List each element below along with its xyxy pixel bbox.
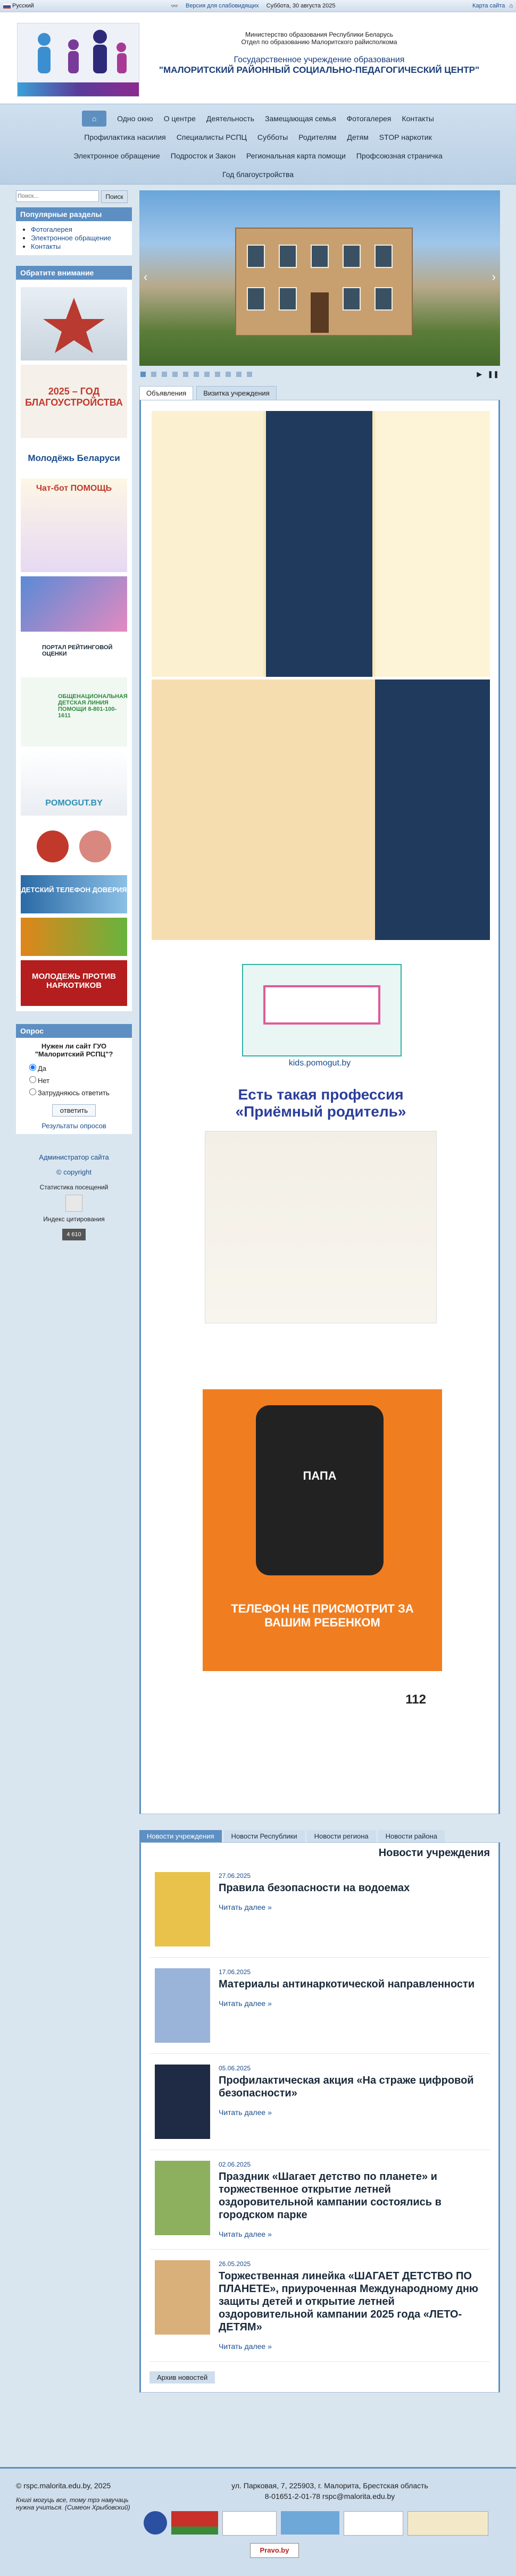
nav-item-row1-5[interactable]: Контакты [402,114,434,123]
footer-quote: Книгі могуць все, тому трэ навучаць нужна учиться. (Симеон Хрыбовский) [16,2496,130,2511]
slider-dot[interactable] [140,372,146,377]
popular-item-gallery[interactable]: Фотогалерея [31,225,72,233]
slider-dots [139,366,500,383]
hands-icon [21,820,127,871]
family-logo-icon [18,23,139,82]
news-thumbnail[interactable] [155,2260,210,2335]
popular-item-appeal[interactable]: Электронное обращение [31,234,111,242]
year-banner[interactable]: 2025 – ГОД БЛАГОУСТРОЙСТВА [21,365,127,438]
attention-banners [16,280,132,1011]
news-thumbnail[interactable] [155,1872,210,1946]
poll-title: Опрос [16,1024,132,1038]
tab-republic-news[interactable]: Новости Республики [224,1830,305,1842]
org-name: "МАЛОРИТСКИЙ РАЙОННЫЙ СОЦИАЛЬНО-ПЕДАГОГИЧЕСКИЙ ЦЕНТР" [159,65,480,75]
news-date: 05.06.2025 [219,2065,251,2072]
admin-link[interactable]: Администратор сайта [39,1153,109,1161]
slider-dot[interactable] [183,372,188,377]
emblem-icon[interactable] [144,2511,167,2535]
slider-dot[interactable] [226,372,231,377]
tab-institution-news[interactable]: Новости учреждения [139,1830,222,1842]
poll-submit-button[interactable]: ответить [52,1104,96,1117]
pomogut-banner[interactable]: POMOGUT.BY [21,751,127,816]
popular-sections [16,221,132,255]
language-label[interactable]: Русский [12,3,34,9]
tab-district-news[interactable]: Новости района [378,1830,445,1842]
news-date: 27.06.2025 [219,1872,251,1879]
anti-drug-banner[interactable]: МОЛОДЕЖЬ ПРОТИВ НАРКОТИКОВ [21,960,127,1006]
slider-dot[interactable] [215,372,220,377]
news-read-more-link[interactable]: Читать далее » [219,2342,272,2351]
nav-item-row1-1[interactable]: О центре [163,114,196,123]
slider-dot[interactable] [194,372,199,377]
news-item [149,2250,490,2362]
news-read-more-link[interactable]: Читать далее » [219,1999,272,2008]
search-button[interactable]: Поиск [101,190,128,203]
news-thumbnail[interactable] [155,1968,210,2043]
slider-next-icon[interactable]: › [492,270,496,283]
main-content [139,190,500,2393]
current-date: Суббота, 30 августа 2025 [266,2,336,9]
emergency-number: 112 [405,1692,426,1707]
flag-banner[interactable] [171,2511,218,2535]
ministry-banner[interactable] [281,2511,339,2535]
popular-sections-title: Популярные разделы [16,207,132,221]
news-item [149,2054,490,2150]
nav-item-row2-5[interactable]: STOP наркотик [379,133,432,141]
gov-portal-banner[interactable] [344,2511,403,2536]
news-read-more-link[interactable]: Читать далее » [219,1903,272,1911]
news-panel [139,1842,500,2393]
chatbot-banner[interactable]: Чат-бот ПОМОЩЬ [21,479,127,572]
news-item [149,1958,490,2054]
regional-map-poster-2[interactable] [152,679,490,940]
helpline-banner[interactable]: ОБЩЕНАЦИОНАЛЬНАЯ ДЕТСКАЯ ЛИНИЯ ПОМОЩИ 8-801-100-1611 [21,677,127,746]
memorial-banner[interactable] [21,287,127,360]
header [0,12,516,104]
nav-item-row1-0[interactable]: Одно окно [117,114,153,123]
news-item [149,1861,490,1958]
nav-item-row1-3[interactable]: Замещающая семья [265,114,336,123]
hands-banner[interactable] [21,820,127,871]
news-date: 02.06.2025 [219,2161,251,2168]
home-icon[interactable]: ⌂ [509,3,513,9]
slider-dot[interactable] [236,372,242,377]
department-line: Отдел по образованию Малоритского райисполкома [241,38,397,46]
foster-title-2: «Приёмный родитель» [235,1103,406,1120]
stats-counter-icon[interactable] [65,1195,82,1212]
index-label: Индекс цитирования [43,1215,105,1223]
pause-icon[interactable]: ❚❚ [487,370,499,378]
slider-dot[interactable] [151,372,156,377]
phone-safety-poster[interactable] [203,1389,442,1719]
regional-map-poster[interactable] [152,411,490,677]
poll-radio-yes[interactable] [29,1064,36,1071]
pomogut-poster[interactable] [242,964,402,1056]
footer [0,2467,516,2576]
phone-poster-slogan: ТЕЛЕФОН НЕ ПРИСМОТРИТ ЗА ВАШИМ РЕБЕНКОМ [231,1602,414,1629]
poll-question: Нужен ли сайт ГУО "Малоритский РСПЦ"? [35,1042,113,1058]
ministry-line: Министерство образования Республики Беларусь [245,31,393,38]
news-read-more-link[interactable]: Читать далее » [219,2108,272,2117]
poll-radio-unsure[interactable] [29,1088,36,1095]
pravo-counter[interactable]: Pravo.by [250,2543,299,2558]
nav-item-row2-4[interactable]: Детям [347,133,369,141]
sitemap-link[interactable]: Карта сайта [472,3,505,9]
search-input[interactable] [16,190,99,202]
footer-address: ул. Парковая, 7, 225903, г. Малорита, Брестская область [231,2481,428,2490]
news-title[interactable]: Правила безопасности на водоемах [219,1882,410,1894]
trust-phone-banner[interactable]: ДЕТСКИЙ ТЕЛЕФОН ДОВЕРИЯ [21,875,127,913]
news-title[interactable]: Торжественная линейка «ШАГАЕТ ДЕТСТВО ПО ПЛАНЕТЕ», приуроченная Международному дню защиты детей и открытие летней оздоровительной кампании 2025 года «ЛЕТО-ДЕТЯМ» [219,2270,478,2333]
main-navigation [0,104,516,184]
president-banner[interactable] [222,2511,277,2536]
pomogut-link[interactable]: kids.pomogut.by [288,1059,351,1068]
poll-option-no[interactable] [27,1077,49,1085]
youth-banner[interactable]: Молодёжь Беларуси [21,442,127,474]
nav-item-row4-0[interactable]: Год благоустройства [222,170,294,179]
photo-slider[interactable] [139,190,500,366]
org-type: Государственное учреждение образования [234,55,405,64]
search-form [16,190,132,203]
poll-option-unsure[interactable] [27,1089,110,1097]
region-banner[interactable] [407,2511,488,2536]
sidebar [16,190,132,1241]
building-photo [235,228,413,336]
tab-region-news[interactable]: Новости региона [307,1830,376,1842]
stats-label: Статистика посещений [39,1184,109,1191]
nav-item-row2-3[interactable]: Родителям [298,133,337,141]
rating-portal-banner[interactable]: ПОРТАЛ РЕЙТИНГОВОЙ ОЦЕНКИ [21,636,127,673]
news-date: 17.06.2025 [219,1968,251,1976]
poll-option-no-label: Нет [38,1077,50,1085]
footer-contacts: 8-01651-2-01-78 rspc@malorita.edu.by [264,2492,395,2501]
footer-banners [144,2511,488,2536]
nav-item-row1-2[interactable]: Деятельность [206,114,254,123]
poll-option-unsure-label: Затрудняюсь ответить [38,1089,110,1097]
slider-dot[interactable] [247,372,252,377]
foster-title-1: Есть такая профессия [238,1086,404,1103]
news-archive-button[interactable]: Архив новостей [149,2371,215,2384]
children-banner[interactable] [21,576,127,632]
poll-radio-no[interactable] [29,1076,36,1083]
flag-icon [3,4,11,9]
slider-prev-icon[interactable]: ‹ [144,270,148,283]
home-button[interactable]: ⌂ [82,111,106,127]
nav-item-row3-2[interactable]: Региональная карта помощи [246,152,346,160]
play-icon[interactable]: ▶ [477,370,482,378]
poll-option-yes[interactable] [27,1064,46,1072]
copyright-link[interactable]: © copyright [56,1168,91,1176]
phone-papa-label: ПАПА [303,1469,337,1482]
news-thumbnail[interactable] [155,2065,210,2139]
news-read-more-link[interactable]: Читать далее » [219,2230,272,2238]
kids-pomogut-icon [243,965,401,1055]
slider-dot[interactable] [204,372,210,377]
tab-announcements[interactable]: Объявления [139,386,193,400]
nav-item-row3-1[interactable]: Подросток и Закон [170,152,236,160]
index-counter[interactable]: 4 610 [62,1229,86,1240]
nav-item-row2-2[interactable]: Субботы [257,133,288,141]
poll-option-yes-label: Да [38,1064,47,1072]
nav-item-row3-3[interactable]: Профсоюзная страничка [356,152,443,160]
nav-item-row2-1[interactable]: Специалисты РСПЦ [176,133,247,141]
news-thumbnail[interactable] [155,2161,210,2235]
nav-item-row2-0[interactable]: Профилактика насилия [84,133,166,141]
foster-parent-poster[interactable] [189,1086,453,1352]
poll-box [16,1038,132,1134]
popular-item-contacts[interactable]: Контакты [31,242,61,250]
site-logo[interactable] [17,23,139,97]
nav-item-row3-0[interactable]: Электронное обращение [73,152,160,160]
news-title[interactable]: Праздник «Шагает детство по планете» и торжественное открытие летней оздоровительной кампании состоялись в городском парке [219,2171,442,2221]
low-vision-icon: 👓 [171,3,179,10]
news-title[interactable]: Профилактическая акция «На страже цифровой безопасности» [219,2075,474,2099]
slider-dot[interactable] [162,372,167,377]
low-vision-link[interactable]: Версия для слабовидящих [186,2,259,9]
child-rights-banner[interactable] [21,918,127,956]
poll-results-link[interactable]: Результаты опросов [41,1122,106,1130]
attention-title: Обратите внимание [16,266,132,280]
language-selector[interactable] [3,3,34,9]
announcements-panel [139,400,500,1814]
footer-copyright: © rspc.malorita.edu.by, 2025 [16,2481,111,2490]
top-bar [0,0,516,12]
star-icon [21,287,127,360]
news-item [149,2150,490,2250]
tab-institution-card[interactable]: Визитка учреждения [196,386,277,400]
news-title[interactable]: Материалы антинаркотической направленности [219,1978,475,1990]
nav-item-row1-4[interactable]: Фотогалерея [346,114,392,123]
news-heading: Новости учреждения [378,1847,490,1859]
news-date: 26.05.2025 [219,2260,251,2268]
slider-dot[interactable] [172,372,178,377]
